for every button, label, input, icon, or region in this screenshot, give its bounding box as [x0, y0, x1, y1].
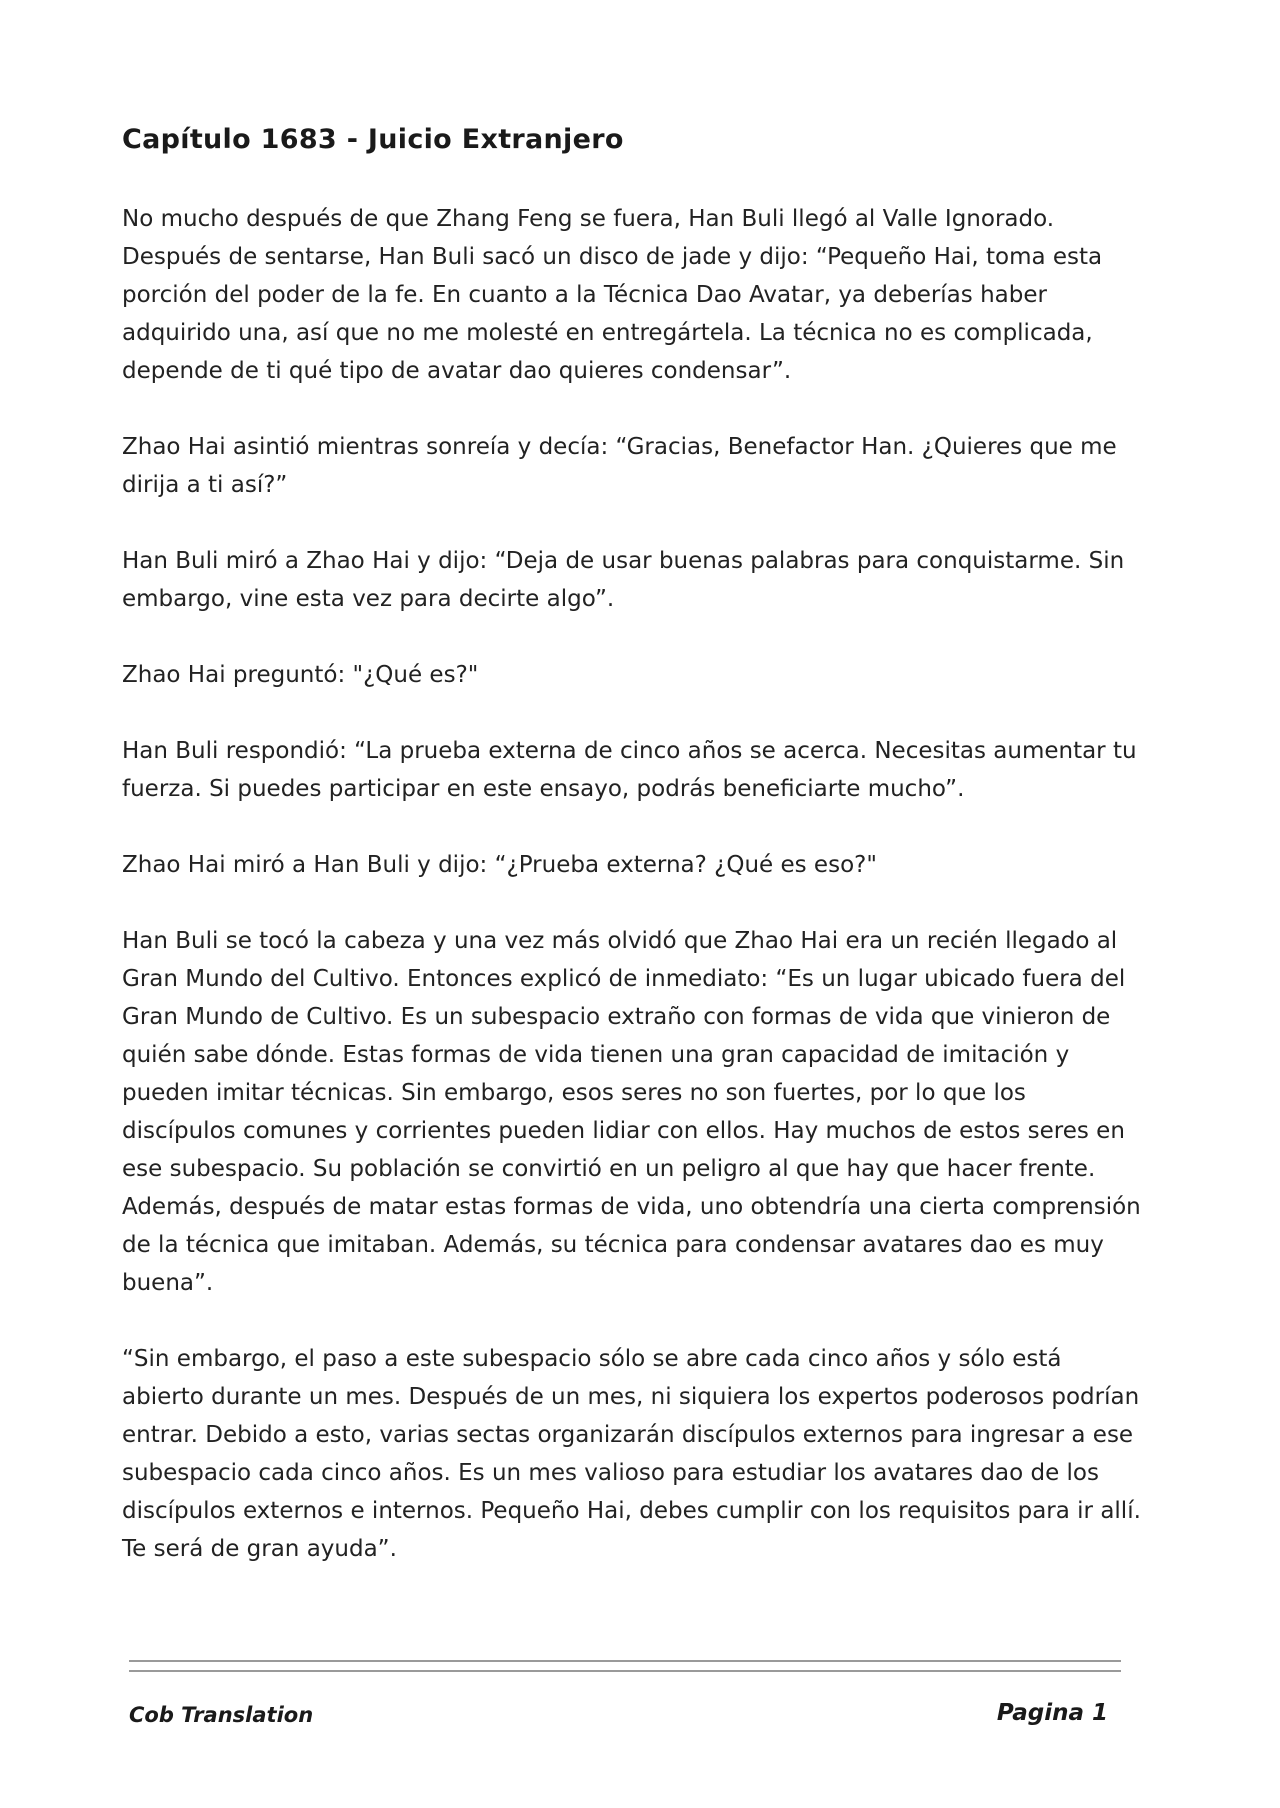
paragraph: No mucho después de que Zhang Feng se fuera, Han Buli llegó al Valle Ignorado. Después de sentarse, Han Buli sacó un disco de jade y dijo: “Pequeño Hai, toma esta porción del poder de la fe. En cuanto a la Técnica Dao Avatar, ya deberías haber adquirido una, así que no me molesté en entregártela. La técnica no es complicada, depende de ti qué tipo de avatar dao quieres condensar”. — [122, 206, 1103, 384]
chapter-title: Capítulo 1683 - Juicio Extranjero — [122, 124, 624, 155]
paragraph: Han Buli se tocó la cabeza y una vez más olvidó que Zhao Hai era un recién llegado al Gran Mundo del Cultivo. Entonces explicó de inmediato: “Es un lugar ubicado fuera del Gran Mundo de Cultivo. Es un subespacio extraño con formas de vida que vinieron de quién sabe dónde. Estas formas de vida tienen una gran capacidad de imitación y pueden imitar técnicas. Sin embargo, esos seres no son fuertes, por lo que los discípulos comunes y corrientes pueden lidiar con ellos. Hay muchos de estos seres en ese subespacio. Su población se convirtió en un peligro al que hay que hacer frente. Además, después de matar estas formas de vida, uno obtendría una cierta comprensión de la técnica que imitaban. Además, su técnica para condensar avatares dao es muy buena”. — [122, 928, 1141, 1296]
footer-rule-top — [129, 1660, 1121, 1662]
paragraph: Zhao Hai miró a Han Buli y dijo: “¿Prueba externa? ¿Qué es eso?" — [122, 852, 877, 878]
footer-page-number: Pagina 1 — [996, 1700, 1108, 1726]
footer-translator: Cob Translation — [129, 1703, 314, 1727]
paragraph: Han Buli respondió: “La prueba externa de cinco años se acerca. Necesitas aumentar tu fuerza. Si puedes participar en este ensayo, podrás beneficiarte mucho”. — [122, 738, 1137, 802]
chapter-body — [122, 200, 1142, 1606]
paragraph: Han Buli miró a Zhao Hai y dijo: “Deja de usar buenas palabras para conquistarme. Sin embargo, vine esta vez para decirte algo”. — [122, 548, 1125, 612]
footer-divider — [129, 1660, 1121, 1680]
paragraph: Zhao Hai asintió mientras sonreía y decía: “Gracias, Benefactor Han. ¿Quieres que me dirija a ti así?” — [122, 434, 1117, 498]
footer-rule-bottom — [129, 1670, 1121, 1672]
paragraph: “Sin embargo, el paso a este subespacio sólo se abre cada cinco años y sólo está abierto durante un mes. Después de un mes, ni siquiera los expertos poderosos podrían entrar. Debido a esto, varias sectas organizarán discípulos externos para ingresar a ese subespacio cada cinco años. Es un mes valioso para estudiar los avatares dao de los discípulos externos e internos. Pequeño Hai, debes cumplir con los requisitos para ir allí. Te será de gran ayuda”. — [122, 1346, 1141, 1562]
paragraph: Zhao Hai preguntó: "¿Qué es?" — [122, 662, 479, 688]
